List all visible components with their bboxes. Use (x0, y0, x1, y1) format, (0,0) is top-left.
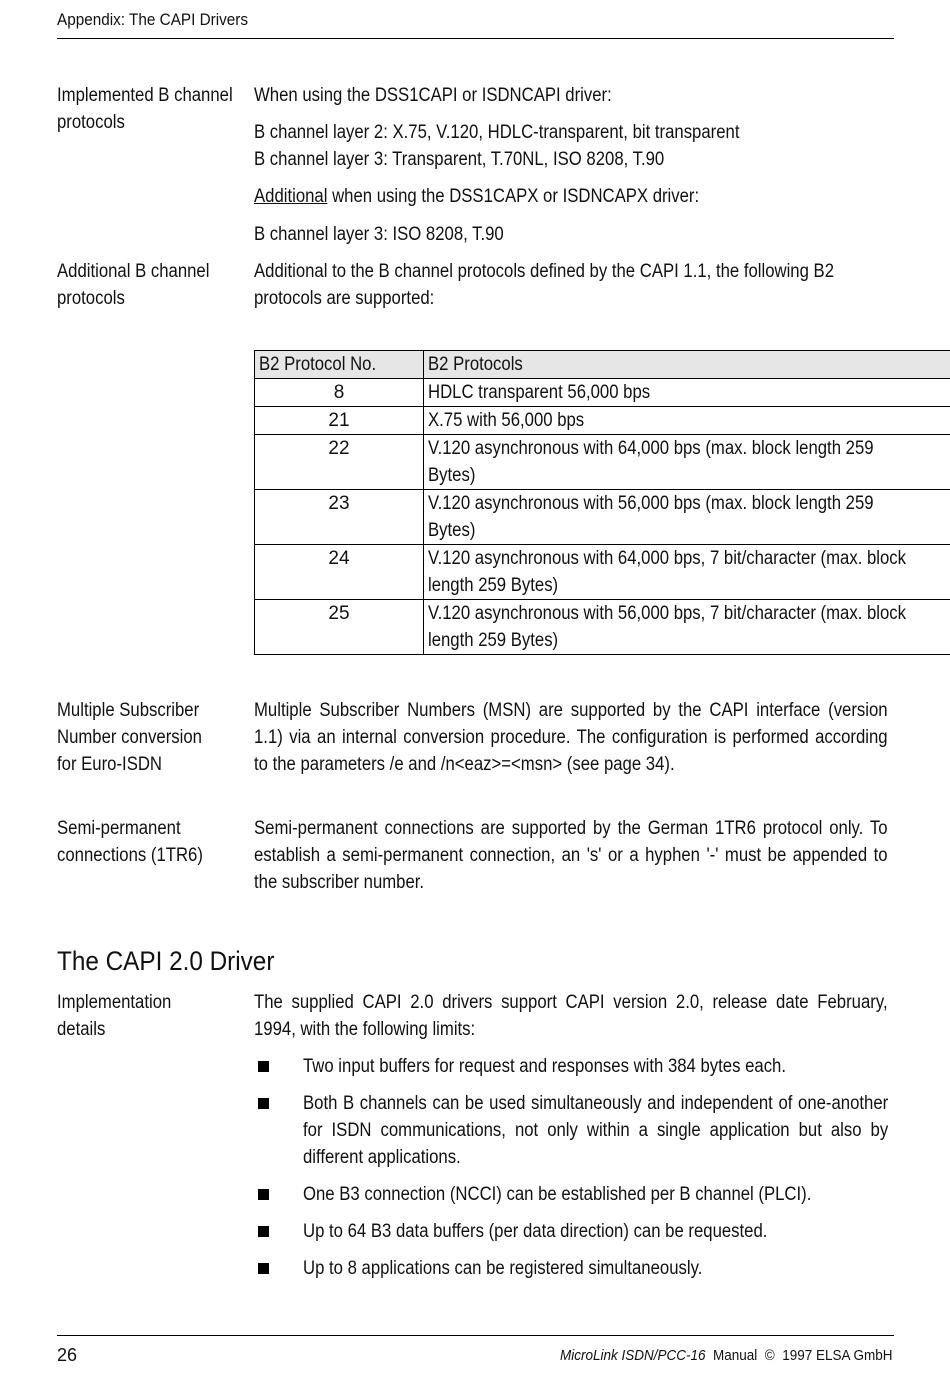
implemented-intro: When using the DSS1CAPI or ISDNCAPI driver: (254, 85, 612, 106)
list-item: Up to 8 applications can be registered simultaneously. (254, 1255, 894, 1282)
implementation-text: The supplied CAPI 2.0 drivers support CAPI version 2.0, release date February, 1994, with the following limits: (254, 992, 888, 1040)
header-rule (57, 38, 894, 39)
label-additional: Additional B channel protocols (57, 261, 210, 309)
running-header: Appendix: The CAPI Drivers (57, 10, 249, 29)
additional-text: Additional to the B channel protocols defined by the CAPI 1.1, the following B2 protocols are supported: (254, 261, 835, 309)
list-item: Two input buffers for request and responses with 384 bytes each. (254, 1053, 894, 1080)
list-item: Up to 64 B3 data buffers (per data direction) can be requested. (254, 1218, 894, 1245)
protocol-number: 22 (255, 435, 424, 490)
implemented-additional (254, 183, 888, 210)
b2-protocol-table (254, 350, 950, 655)
table-header-row (255, 351, 950, 379)
protocol-number: 8 (255, 379, 424, 407)
product-name: MicroLink ISDN/PCC-16 (560, 1347, 706, 1364)
protocol-number: 24 (255, 545, 424, 600)
protocol-description: V.120 asynchronous with 56,000 bps (max. block length 259 Bytes) (424, 490, 950, 545)
protocol-number: 23 (255, 490, 424, 545)
protocol-number: 25 (255, 600, 424, 655)
bullet-square-icon (258, 1061, 269, 1072)
list-item: Both B channels can be used simultaneously and independent of one-another for ISDN communications, not only within a single application but also by different applications. (254, 1090, 894, 1171)
page-number: 26 (57, 1345, 78, 1365)
bullet-square-icon (258, 1098, 269, 1109)
bullet-square-icon (258, 1263, 269, 1274)
msn-text: Multiple Subscriber Numbers (MSN) are supported by the CAPI interface (version 1.1) via an internal conversion procedure. The configuration is performed according to the parameters /e and /n<eaz>=<msn> (see page 34). (254, 700, 888, 775)
header-protocols: B2 Protocols (424, 351, 950, 379)
additional-rest: when using the DSS1CAPX or ISDNCAPX driver: (327, 186, 700, 207)
protocol-number: 21 (255, 407, 424, 435)
table-row (255, 435, 950, 490)
protocol-description: V.120 asynchronous with 64,000 bps, 7 bit/character (max. block length 259 Bytes) (424, 545, 950, 600)
label-implemented: Implemented B channel protocols (57, 85, 233, 133)
implemented-layer2: B channel layer 2: X.75, V.120, HDLC-transparent, bit transparent (254, 122, 740, 143)
protocol-description: V.120 asynchronous with 64,000 bps (max. block length 259 Bytes) (424, 435, 950, 490)
footer-credit (560, 1347, 893, 1364)
list-item: One B3 connection (NCCI) can be established per B channel (PLCI). (254, 1181, 894, 1208)
semi-permanent-text: Semi-permanent connections are supported by the German 1TR6 protocol only. To establish a semi-permanent connection, an 's' or a hyphen '-' must be appended to the subscriber number. (254, 818, 888, 893)
footer-rule (57, 1335, 894, 1336)
table-row (255, 407, 950, 435)
label-semi-permanent: Semi-permanent connections (1TR6) (57, 818, 203, 866)
table-row (255, 379, 950, 407)
footer-rest: Manual © 1997 ELSA GmbH (705, 1347, 893, 1364)
label-msn: Multiple Subscriber Number conversion for Euro-ISDN (57, 700, 202, 775)
implemented-layer3-capx: B channel layer 3: ISO 8208, T.90 (254, 224, 504, 245)
label-implementation: Implementation details (57, 992, 172, 1040)
section-title: The CAPI 2.0 Driver (57, 946, 275, 976)
table-row (255, 490, 950, 545)
header-protocol-no: B2 Protocol No. (255, 351, 424, 379)
bullet-square-icon (258, 1226, 269, 1237)
protocol-description: HDLC transparent 56,000 bps (424, 379, 950, 407)
protocol-description: X.75 with 56,000 bps (424, 407, 950, 435)
table-row (255, 545, 950, 600)
limits-list (254, 1053, 894, 1292)
table-row (255, 600, 950, 655)
implemented-layer3: B channel layer 3: Transparent, T.70NL, ISO 8208, T.90 (254, 149, 665, 170)
protocol-description: V.120 asynchronous with 56,000 bps, 7 bit/character (max. block length 259 Bytes) (424, 600, 950, 655)
bullet-square-icon (258, 1189, 269, 1200)
additional-word: Additional (254, 186, 328, 207)
